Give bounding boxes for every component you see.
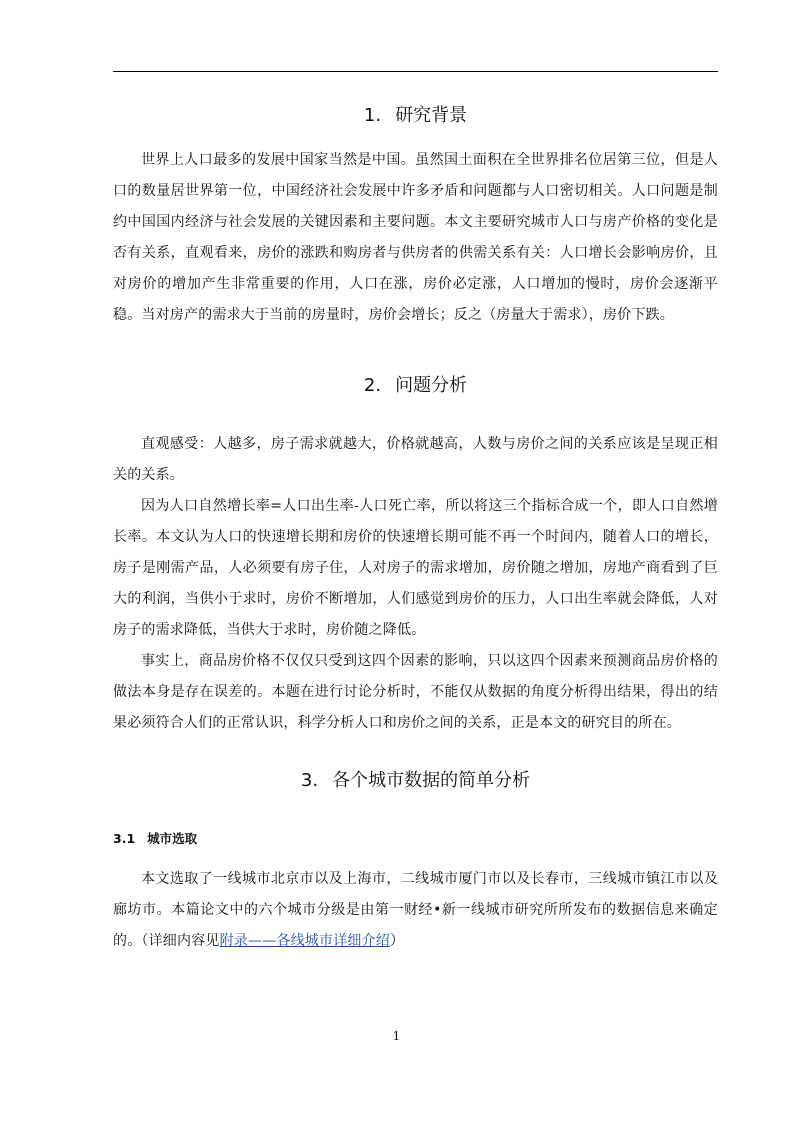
section-number: 2. (363, 375, 382, 396)
paragraph-text-end: ） (390, 933, 405, 949)
section-title: 研究背景 (395, 105, 468, 126)
subsection-number: 3.1 (113, 831, 136, 846)
section-heading-problem-analysis (113, 374, 718, 398)
appendix-link[interactable]: 附录——各线城市详细介绍 (219, 933, 391, 949)
paragraph-intuition: 直观感受：人越多，房子需求就越大，价格就越高，人数与房价之间的关系应该是呈现正相关的关系。 (113, 436, 718, 483)
paragraph-factors: 事实上，商品房价格不仅仅只受到这四个因素的影响，只以这四个因素来预测商品房价格的做法本身是存在误差的。本题在进行讨论分析时，不能仅从数据的角度分析得出结果，得出的结果必须符合人们的正常认识，科学分析人口和房价之间的关系，正是本文的研究目的所在。 (113, 653, 718, 731)
section-title: 问题分析 (395, 375, 468, 396)
section-number: 1. (363, 105, 382, 126)
page-number: 1 (392, 1029, 401, 1043)
section-heading-research-background (113, 104, 718, 128)
paragraph-city-selection (113, 864, 718, 957)
section-title: 各个城市数据的简单分析 (332, 770, 531, 791)
paragraph-research-background: 世界上人口最多的发展中国家当然是中国。虽然国土面积在全世界排名位居第三位，但是人口的数量居世界第一位，中国经济社会发展中许多矛盾和问题都与人口密切相关。人口问题是制约中国国内经济与社会发展的关键因素和主要问题。本文主要研究城市人口与房产价格的变化是否有关系，直观看来，房价的涨跌和购房者与供房者的供需关系有关：人口增长会影响房价，且对房价的增加产生非常重要的作用，人口在涨，房价必定涨，人口增加的慢时，房价会逐渐平稳。当对房产的需求大于当前的房量时，房价会增长；反之（房量大于需求），房价下跌。 (113, 152, 718, 323)
section-number: 3. (300, 770, 319, 791)
section-heading-city-analysis (113, 769, 718, 793)
paragraph-growth-rate: 因为人口自然增长率=人口出生率-人口死亡率，所以将这三个指标合成一个，即人口自然增长率。本文认为人口的快速增长期和房价的快速增长期可能不再一个时间内，随着人口的增长，房子是刚需产品，人必须要有房子住，人对房子的需求增加，房价随之增加，房地产商看到了巨大的利润，当供小于求时，房价不断增加，人们感觉到房价的压力，人口出生率就会降低，人对房子的需求降低，当供大于求时，房价随之降低。 (113, 498, 718, 638)
subsection-heading-city-selection (113, 830, 197, 848)
header-rule (113, 71, 718, 72)
subsection-title: 城市选取 (147, 831, 198, 846)
paragraph-text: 本文选取了一线城市北京市以及上海市，二线城市厦门市以及长春市，三线城市镇江市以及廊坊市。本篇论文中的六个城市分级是由第一财经•新一线城市研究所所发布的数据信息来确定的。（详细内容见 (113, 871, 718, 949)
